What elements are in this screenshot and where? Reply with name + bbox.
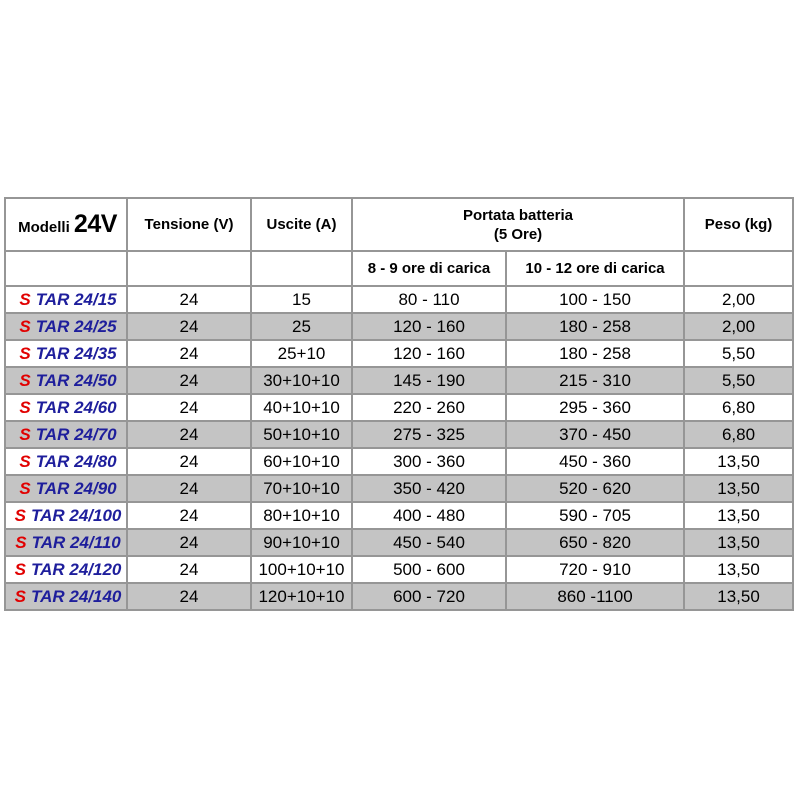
uscite-cell: 25	[251, 313, 352, 340]
uscite-cell: 80+10+10	[251, 502, 352, 529]
table-row	[5, 556, 793, 583]
model-prefix: S	[14, 559, 26, 579]
peso-cell: 5,50	[684, 340, 793, 367]
tensione-cell: 24	[127, 421, 251, 448]
carica-8-9-cell: 450 - 540	[352, 529, 506, 556]
tensione-cell: 24	[127, 529, 251, 556]
model-prefix: S	[19, 343, 31, 363]
model-cell	[5, 340, 127, 367]
uscite-cell: 40+10+10	[251, 394, 352, 421]
table-row	[5, 421, 793, 448]
uscite-cell: 90+10+10	[251, 529, 352, 556]
model-cell	[5, 394, 127, 421]
peso-cell: 6,80	[684, 421, 793, 448]
subheader-carica-8-9: 8 - 9 ore di carica	[352, 251, 506, 286]
table-row	[5, 583, 793, 610]
peso-cell: 13,50	[684, 529, 793, 556]
col-header-portata	[352, 198, 684, 251]
carica-10-12-cell: 215 - 310	[506, 367, 684, 394]
header-row-sub	[5, 251, 793, 286]
peso-cell: 5,50	[684, 367, 793, 394]
tensione-cell: 24	[127, 475, 251, 502]
model-name: TAR 24/25	[35, 316, 117, 336]
model-name: TAR 24/140	[30, 586, 122, 606]
table-row	[5, 502, 793, 529]
tensione-cell: 24	[127, 556, 251, 583]
model-cell	[5, 556, 127, 583]
table-row	[5, 367, 793, 394]
model-cell	[5, 313, 127, 340]
portata-line-2: (5 Ore)	[493, 225, 543, 243]
tensione-cell: 24	[127, 502, 251, 529]
tensione-cell: 24	[127, 394, 251, 421]
peso-cell: 13,50	[684, 556, 793, 583]
col-header-peso: Peso (kg)	[684, 198, 793, 251]
col-header-tensione: Tensione (V)	[127, 198, 251, 251]
portata-line-1: Portata batteria	[462, 206, 574, 224]
model-name: TAR 24/70	[35, 424, 117, 444]
carica-8-9-cell: 220 - 260	[352, 394, 506, 421]
carica-10-12-cell: 180 - 258	[506, 340, 684, 367]
carica-8-9-cell: 120 - 160	[352, 313, 506, 340]
subheader-empty-uscite	[251, 251, 352, 286]
peso-cell: 13,50	[684, 475, 793, 502]
carica-8-9-cell: 275 - 325	[352, 421, 506, 448]
model-prefix: S	[15, 532, 27, 552]
peso-cell: 13,50	[684, 502, 793, 529]
tensione-cell: 24	[127, 367, 251, 394]
model-name: TAR 24/50	[35, 370, 117, 390]
carica-10-12-cell: 720 - 910	[506, 556, 684, 583]
table-row	[5, 313, 793, 340]
model-prefix: S	[14, 586, 26, 606]
table-row	[5, 286, 793, 313]
uscite-cell: 70+10+10	[251, 475, 352, 502]
uscite-cell: 60+10+10	[251, 448, 352, 475]
model-name: TAR 24/120	[30, 559, 122, 579]
model-prefix: S	[19, 316, 31, 336]
table-row	[5, 340, 793, 367]
model-cell	[5, 367, 127, 394]
model-cell	[5, 502, 127, 529]
table-row	[5, 394, 793, 421]
carica-10-12-cell: 100 - 150	[506, 286, 684, 313]
table-row	[5, 529, 793, 556]
model-name: TAR 24/35	[35, 343, 117, 363]
model-prefix: S	[19, 289, 31, 309]
uscite-cell: 50+10+10	[251, 421, 352, 448]
model-cell	[5, 448, 127, 475]
carica-10-12-cell: 450 - 360	[506, 448, 684, 475]
modelli-voltage-label: 24V	[73, 210, 117, 238]
peso-cell: 13,50	[684, 448, 793, 475]
uscite-cell: 15	[251, 286, 352, 313]
carica-10-12-cell: 860 -1100	[506, 583, 684, 610]
model-cell	[5, 286, 127, 313]
model-cell	[5, 421, 127, 448]
uscite-cell: 100+10+10	[251, 556, 352, 583]
tensione-cell: 24	[127, 583, 251, 610]
peso-cell: 2,00	[684, 286, 793, 313]
carica-8-9-cell: 500 - 600	[352, 556, 506, 583]
tensione-cell: 24	[127, 448, 251, 475]
model-prefix: S	[19, 478, 31, 498]
model-name: TAR 24/110	[31, 532, 121, 552]
uscite-cell: 120+10+10	[251, 583, 352, 610]
subheader-carica-10-12: 10 - 12 ore di carica	[506, 251, 684, 286]
model-prefix: S	[14, 505, 26, 525]
carica-10-12-cell: 370 - 450	[506, 421, 684, 448]
carica-8-9-cell: 300 - 360	[352, 448, 506, 475]
carica-8-9-cell: 145 - 190	[352, 367, 506, 394]
col-header-modelli	[5, 198, 127, 251]
model-cell	[5, 583, 127, 610]
model-prefix: S	[19, 424, 31, 444]
col-header-uscite: Uscite (A)	[251, 198, 352, 251]
table-row	[5, 448, 793, 475]
tensione-cell: 24	[127, 286, 251, 313]
carica-8-9-cell: 400 - 480	[352, 502, 506, 529]
carica-10-12-cell: 180 - 258	[506, 313, 684, 340]
model-prefix: S	[19, 397, 31, 417]
peso-cell: 2,00	[684, 313, 793, 340]
model-name: TAR 24/15	[35, 289, 117, 309]
model-prefix: S	[19, 370, 31, 390]
carica-8-9-cell: 120 - 160	[352, 340, 506, 367]
subheader-empty-modelli	[5, 251, 127, 286]
model-name: TAR 24/60	[35, 397, 117, 417]
battery-charger-spec-table	[4, 197, 794, 611]
model-name: TAR 24/100	[30, 505, 122, 525]
model-name: TAR 24/90	[35, 478, 117, 498]
table-row	[5, 475, 793, 502]
table-body	[5, 286, 793, 610]
modelli-label: Modelli	[18, 219, 70, 236]
subheader-empty-peso	[684, 251, 793, 286]
carica-8-9-cell: 350 - 420	[352, 475, 506, 502]
model-prefix: S	[19, 451, 31, 471]
peso-cell: 6,80	[684, 394, 793, 421]
uscite-cell: 30+10+10	[251, 367, 352, 394]
model-cell	[5, 529, 127, 556]
model-cell	[5, 475, 127, 502]
peso-cell: 13,50	[684, 583, 793, 610]
tensione-cell: 24	[127, 313, 251, 340]
carica-10-12-cell: 590 - 705	[506, 502, 684, 529]
carica-10-12-cell: 650 - 820	[506, 529, 684, 556]
subheader-empty-tensione	[127, 251, 251, 286]
tensione-cell: 24	[127, 340, 251, 367]
carica-8-9-cell: 80 - 110	[352, 286, 506, 313]
model-name: TAR 24/80	[35, 451, 117, 471]
header-row-main	[5, 198, 793, 251]
carica-10-12-cell: 295 - 360	[506, 394, 684, 421]
uscite-cell: 25+10	[251, 340, 352, 367]
carica-8-9-cell: 600 - 720	[352, 583, 506, 610]
carica-10-12-cell: 520 - 620	[506, 475, 684, 502]
